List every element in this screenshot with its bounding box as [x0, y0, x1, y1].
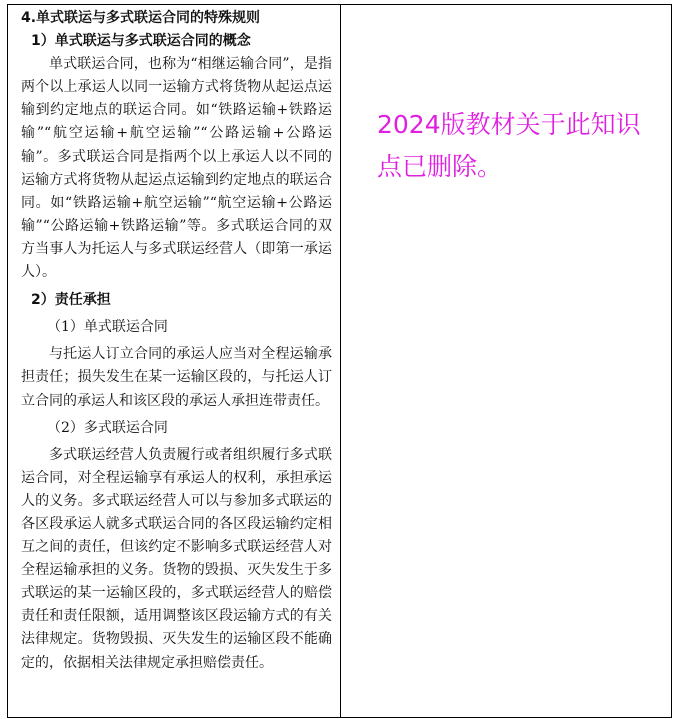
- deletion-note: 2024版教材关于此知识点已删除。: [377, 110, 641, 181]
- left-cell: [8, 5, 341, 718]
- subheading-concept: 1）单式联运与多式联运合同的概念: [31, 33, 251, 50]
- subheading-unimodal: （1）单式联运合同: [47, 319, 168, 336]
- section-heading: 4.单式联运与多式联运合同的特殊规则: [21, 10, 261, 26]
- table-row: [8, 5, 672, 718]
- paragraph-unimodal: 与托运人订立合同的承运人应当对全程运输承担责任；损失发生在某一运输区段的，与托运人订立合同的承运人和该区段的承运人承担连带责任。: [21, 346, 332, 409]
- right-cell: [341, 5, 672, 718]
- subheading-multimodal: （2）多式联运合同: [47, 419, 168, 436]
- comparison-table: [7, 4, 672, 718]
- subheading-liability: 2）责任承担: [31, 292, 111, 309]
- paragraph-multimodal: 多式联运经营人负责履行或者组织履行多式联运合同，对全程运输享有承运人的权利，承担承运人的义务。多式联运经营人可以与参加多式联运的各区段承运人就多式联运合同的各区段运输约定相互之间的责任，但该约定不影响多式联运经营人对全程运输承担的义务。货物的毁损、灭失发生于多式联运的某一运输区段的，多式联运经营人的赔偿责任和责任限额，适用调整该区段运输方式的有关法律规定。货物毁损、灭失发生的运输区段不能确定的，依据相关法律规定承担赔偿责任。: [21, 446, 332, 671]
- left-content: [8, 5, 340, 675]
- paragraph-concept: 单式联运合同，也称为“相继运输合同”，是指两个以上承运人以同一运输方式将货物从起运点运输到约定地点的联运合同。如“铁路运输+铁路运输”“航空运输+航空运输”“公路运输+公路运输”。多式联运合同是指两个以上承运人以不同的运输方式将货物从起运点运输到约定地点的联运合同。如“铁路运输+航空运输”“航空运输+公路运输”“公路运输+铁路运输”等。多式联运合同的双方当事人为托运人与多式联运经营人（即第一承运人）。: [21, 56, 332, 281]
